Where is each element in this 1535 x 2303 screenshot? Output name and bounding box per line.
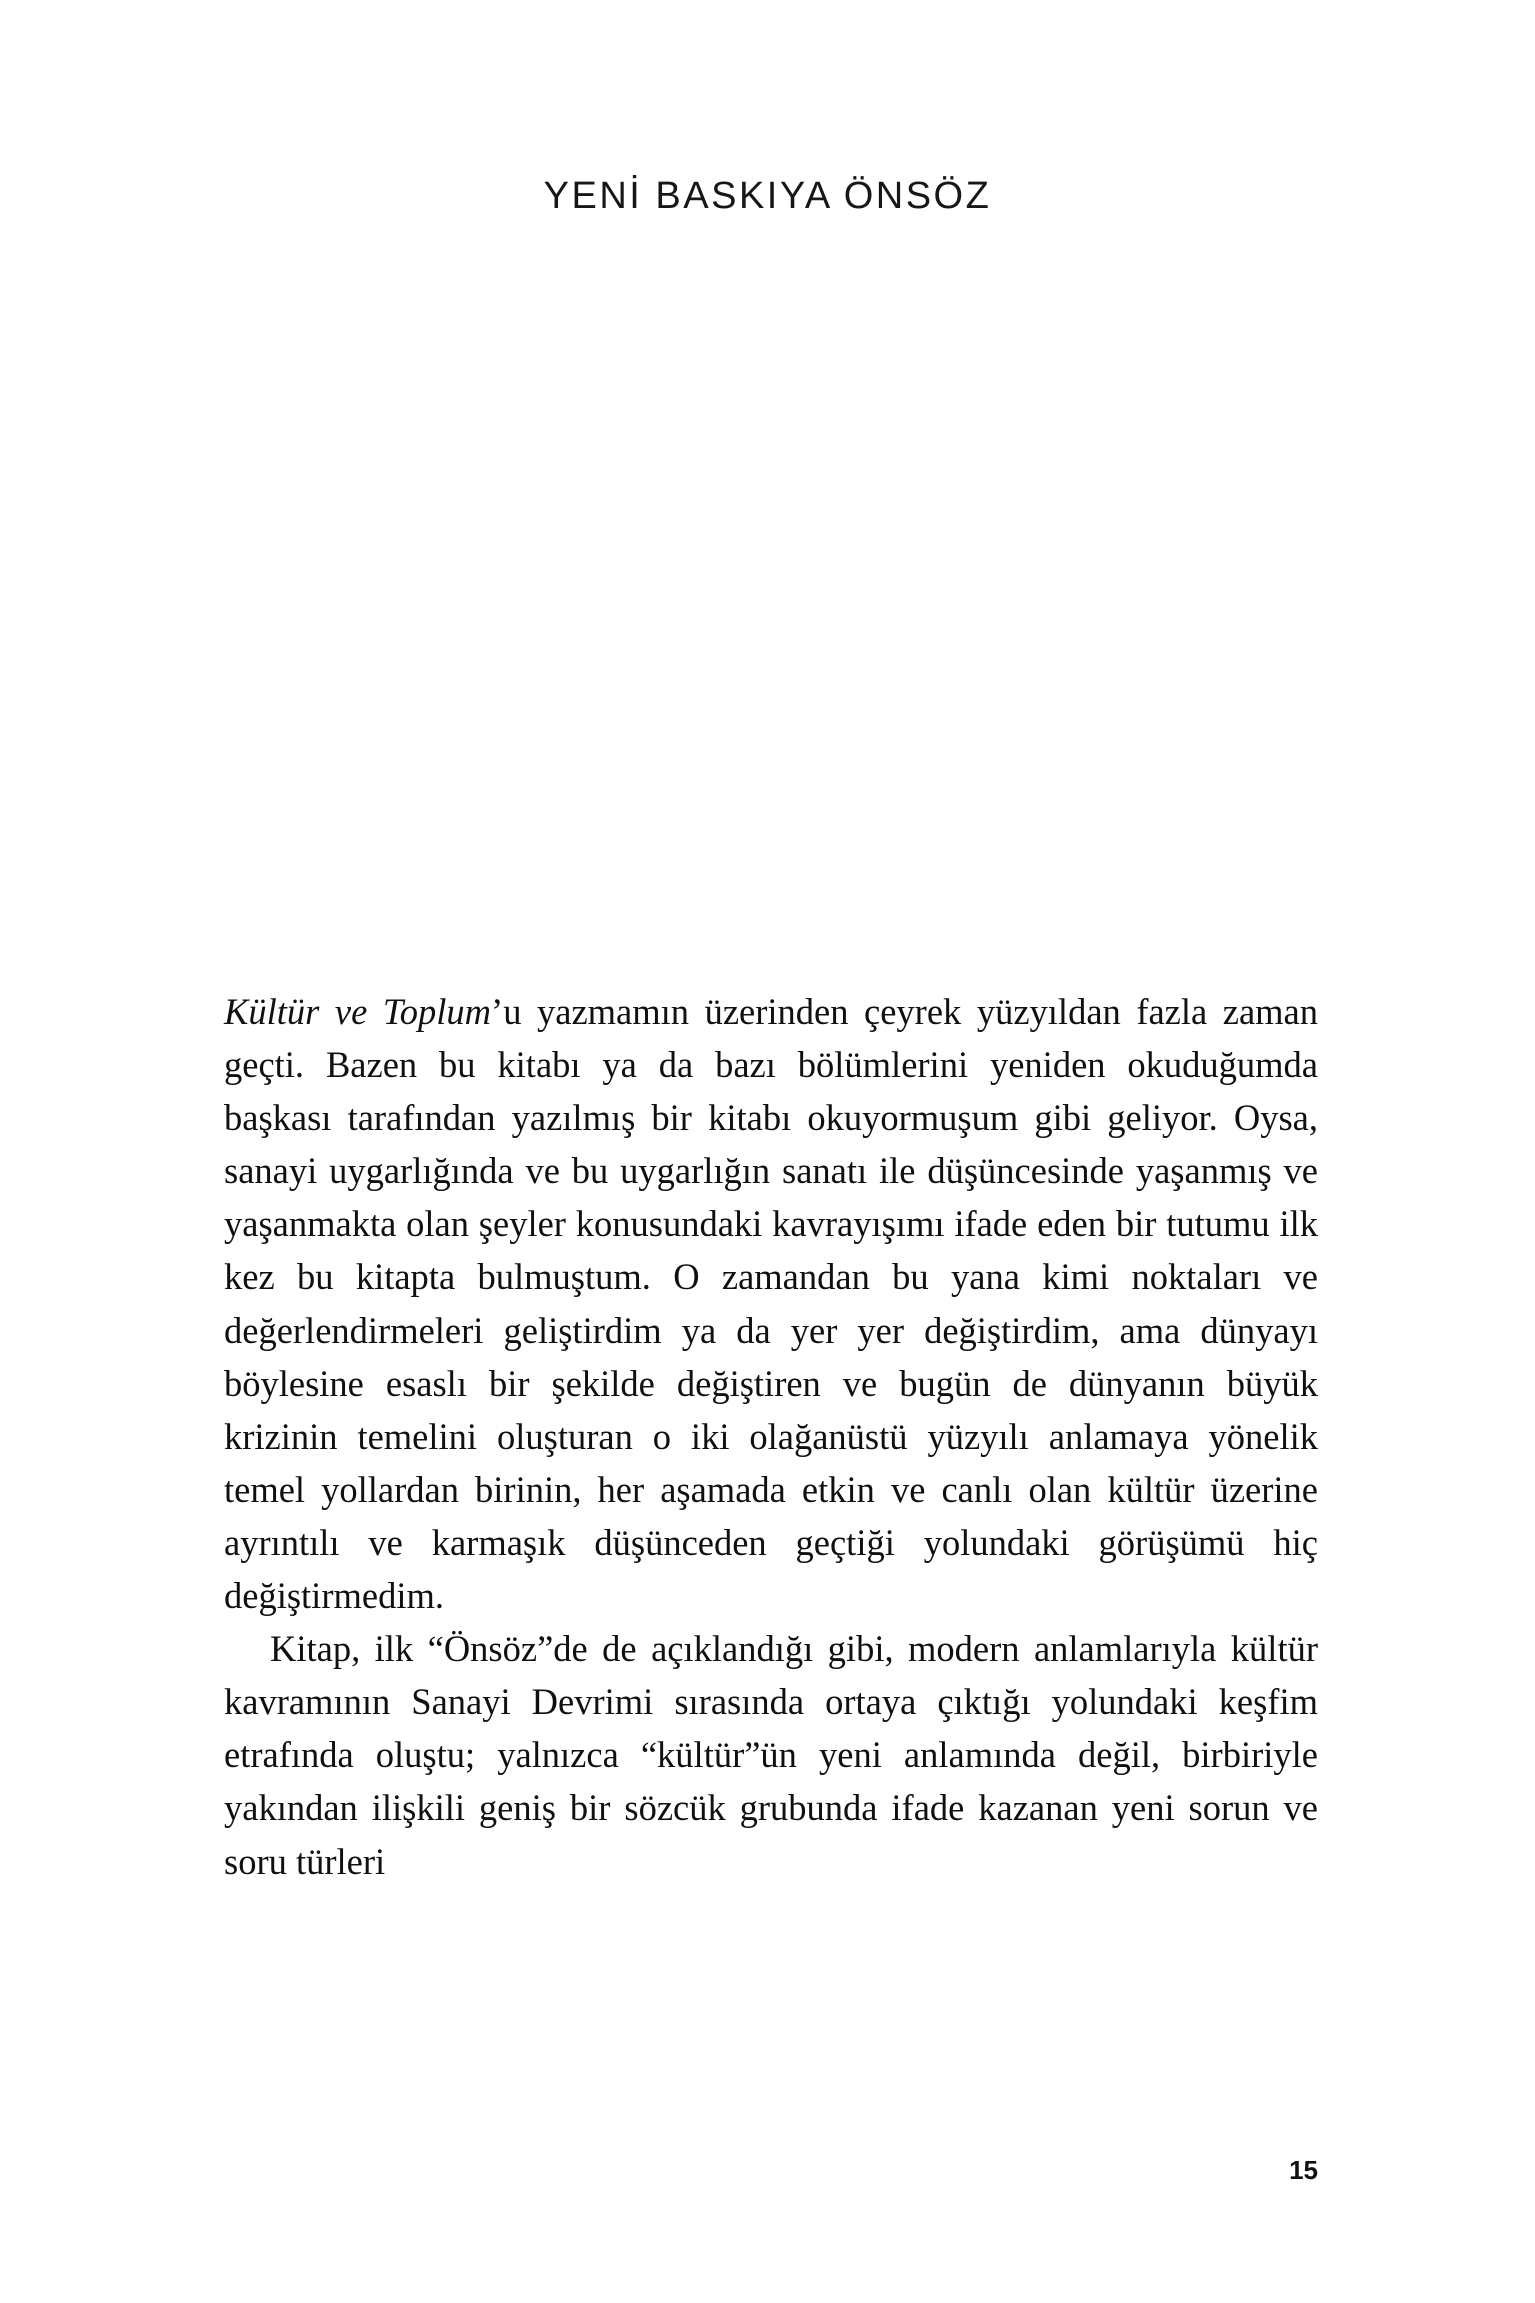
paragraph-1 — [224, 985, 1318, 1622]
paragraph-1-text: ’u yazmamın üzerinden çeyrek yüzyıldan fazla zaman geçti. Bazen bu kitabı ya da bazı bölümlerini yeniden okuduğumda başkası tarafından yazılmış bir kitabı okuyormuşum gibi geliyor. Oysa, sanayi uygarlığında ve bu uygarlığın sanatı ile düşüncesinde yaşanmış ve yaşanmakta olan şeyler konusundaki kavrayışımı ifade eden bir tutumu ilk kez bu kitapta bulmuştum. O zamandan bu yana kimi noktaları ve değerlendirmeleri geliştirdim ya da yer yer değiştirdim, ama dünyayı böylesine esaslı bir şekilde değiştiren ve bugün de dünyanın büyük krizinin temelini oluşturan o iki olağanüstü yüzyılı anlamaya yönelik temel yollardan birinin, her aşamada etkin ve canlı olan kültür üzerine ayrıntılı ve karmaşık düşünceden geçtiği yolundaki görüşümü hiç değiştirmedim. — [224, 991, 1319, 1617]
page-number: 15 — [1289, 2155, 1318, 2185]
book-title-italic: Kültür ve Toplum — [224, 991, 492, 1032]
body-text — [224, 985, 1318, 1888]
chapter-title: YENİ BASKIYA ÖNSÖZ — [543, 175, 992, 218]
paragraph-2: Kitap, ilk “Önsöz”de de açıklandığı gibi, modern anlamlarıyla kültür kavramının Sanayi Devrimi sırasında ortaya çıktığı yolundaki keşfim etrafında oluştu; yalnızca “kültür”ün yeni anlamında değil, birbiriyle yakından ilişkili geniş bir sözcük grubunda ifade kazanan yeni sorun ve soru türleri — [224, 1628, 1318, 1882]
